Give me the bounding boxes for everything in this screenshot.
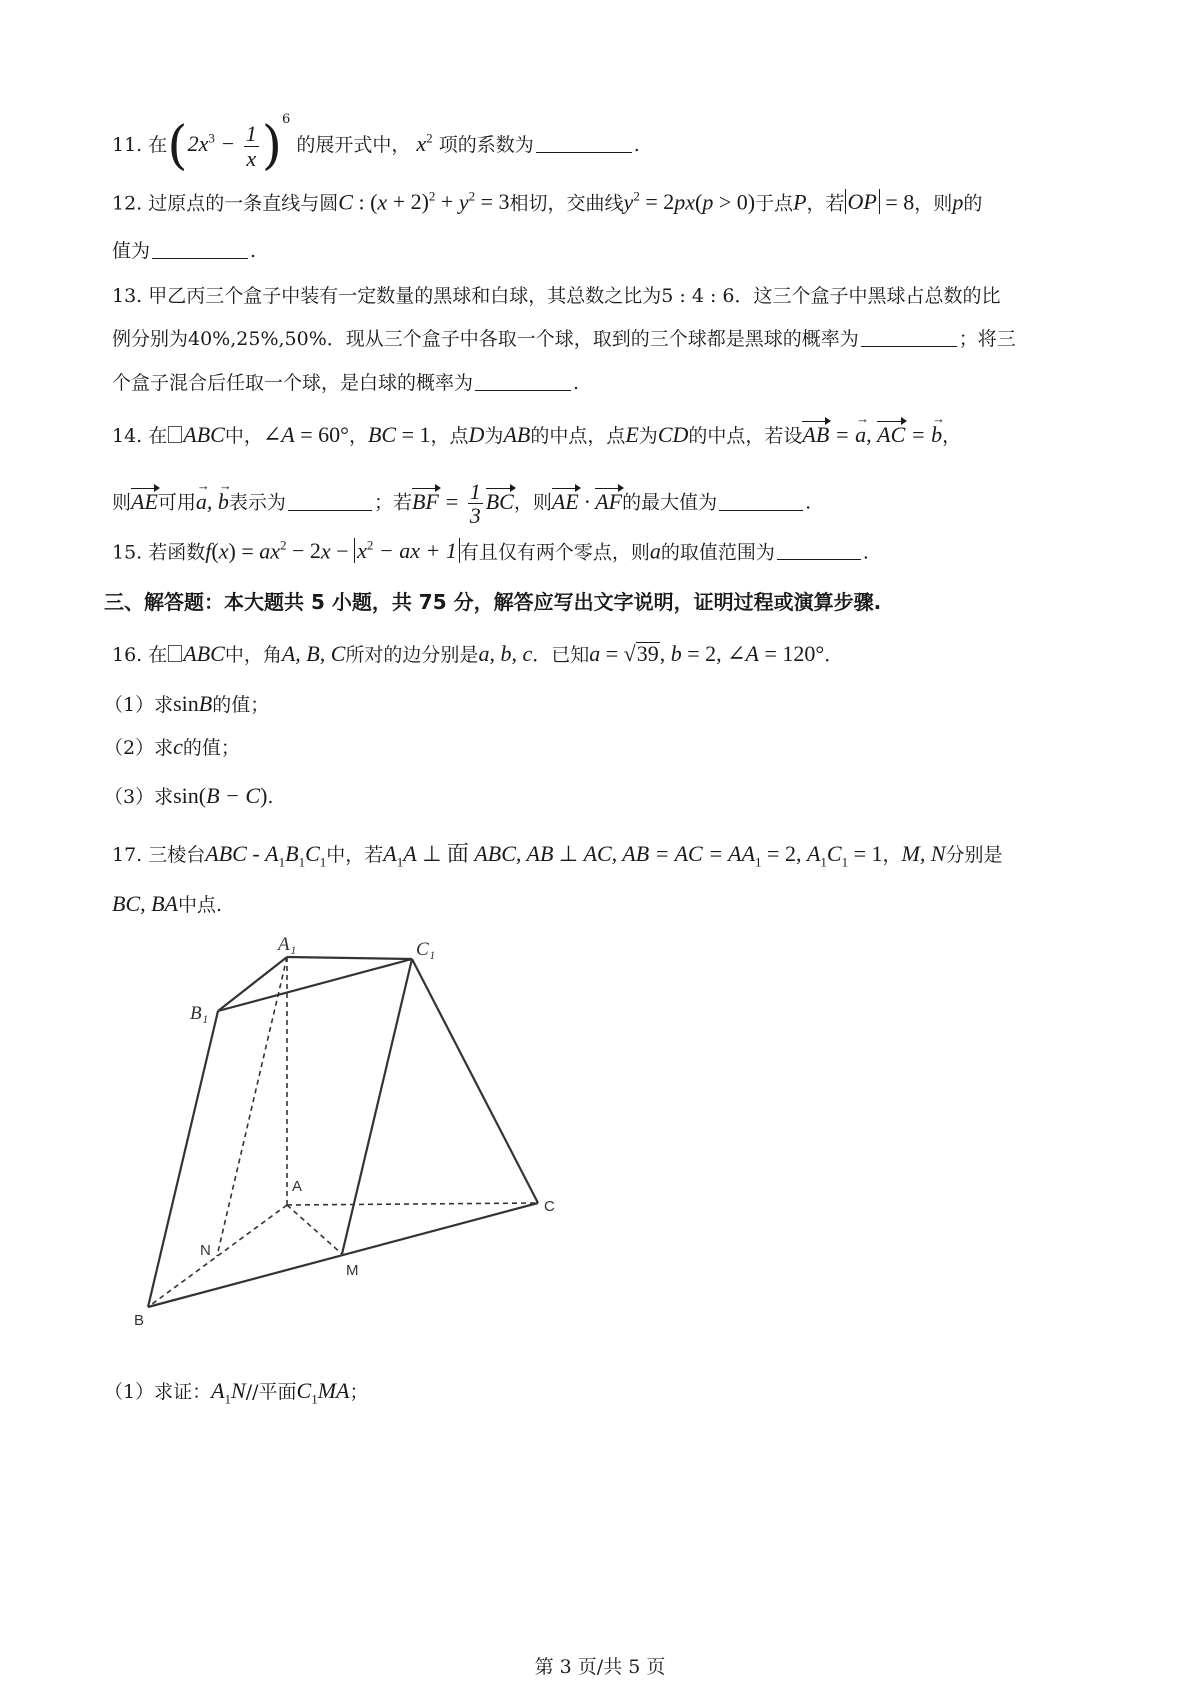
q14-line-2f: 的最大值为 <box>622 491 718 514</box>
question-14: 14. 在 ABC中，∠A = 60°，BC = 1，点D为AB的中点，点E为CD的中点，若设AB = → a, AC = → b， <box>112 424 961 446</box>
edge-am-hidden <box>287 1205 342 1254</box>
label-b: B <box>134 1312 145 1329</box>
q16-part-1-end: 的值； <box>212 694 270 716</box>
q13-line-2-end: ；将三 <box>958 328 1016 350</box>
q16-part-1-label: （1）求 <box>104 694 174 716</box>
q14-blank-2 <box>719 509 803 511</box>
q14-line-2e: ，则 <box>513 491 552 514</box>
q13-line-1: 甲乙丙三个盒子中装有一定数量的黑球和白球，其总数之比为5 : 4 : 6．这三个盒子中黑球占总数的比 <box>148 285 1001 307</box>
q13-blank-2 <box>475 389 571 391</box>
q15-number: 15. <box>112 541 143 564</box>
frustum-figure <box>130 935 570 1335</box>
edge-a1c1 <box>287 957 412 959</box>
q11-number: 11. <box>112 134 143 156</box>
label-m: M <box>346 1262 359 1279</box>
edge-bb1 <box>148 1011 218 1307</box>
q16-part-3-label: （3）求 <box>104 786 174 808</box>
question-13 <box>112 287 1001 306</box>
question-16: 16. 在 ABC中，角A, B, C所对的边分别是a, b, c．已知a = √39, b = 2, ∠A = 120°． <box>112 641 844 666</box>
q14-text-3: ， <box>348 425 368 447</box>
label-c: C <box>544 1198 555 1215</box>
q16-number: 16. <box>112 644 143 666</box>
q17-text-2: 中，若 <box>326 844 384 866</box>
section-3-heading: 三、解答题：本大题共 5 小题，共 75 分，解答应写出文字说明，证明过程或演算步骤. <box>104 590 882 614</box>
q14-line-2c: 表示为 <box>228 491 286 514</box>
q14-text-2: 中， <box>224 425 263 447</box>
q14-text-5: 为 <box>484 425 504 447</box>
q13-period: . <box>573 372 580 394</box>
q12-text-6: 的 <box>963 192 983 215</box>
q13-line-2: 例分别为40%,25%,50%．现从三个盒子中各取一个球，取到的三个球都是黑球的概率为 <box>112 328 859 350</box>
q12-text-4: ，若 <box>806 192 845 215</box>
q14-line-2b: 可用 <box>157 491 196 514</box>
q12-answer-blank <box>152 257 248 259</box>
q11-answer-blank <box>536 151 632 153</box>
q15-text-3: 的取值范围为 <box>660 541 775 564</box>
question-13-line-2 <box>112 330 1016 349</box>
triangle-symbol-icon <box>168 426 182 443</box>
question-12-line-2 <box>112 242 256 261</box>
q12-text-3: 于点 <box>755 192 794 215</box>
label-a1: A₁ <box>278 935 297 955</box>
q14-text-7: 为 <box>638 425 658 447</box>
q16-part-2-label: （2）求 <box>104 737 174 759</box>
q17-text-3: ， <box>882 844 902 866</box>
edge-c1m <box>342 959 412 1254</box>
label-b1: B₁ <box>190 1003 209 1024</box>
q12-number: 12. <box>112 192 143 215</box>
q12-text-2: 相切，交曲线 <box>509 192 624 215</box>
q14-text-9: ， <box>942 425 962 447</box>
label-c1: C₁ <box>416 939 436 960</box>
q16-part-2-end: 的值； <box>182 737 240 759</box>
q14-number: 14. <box>112 425 143 447</box>
q12-text-5: ，则 <box>914 192 953 215</box>
question-15: 15. 若函数$f(x) = ax^2 - 2x - x^2$ − ax + 1 有且仅有两个零点，则a的取值范围为 . <box>112 538 869 564</box>
label-n: N <box>200 1242 211 1259</box>
label-a: A <box>292 1178 303 1195</box>
question-17-line-2: BC, BA中点. <box>112 891 223 916</box>
q14-text-8: 的中点，若设 <box>688 425 803 447</box>
q17-number: 17. <box>112 844 143 866</box>
q16-text-4: ．已知 <box>532 644 590 666</box>
q16-text-3: 所对的边分别是 <box>345 644 479 666</box>
page-footer: 第 3 页/共 5 页 <box>534 1656 666 1678</box>
q17-part-1-label: （1）求证： <box>104 1381 212 1403</box>
edge-ac-hidden <box>287 1203 538 1205</box>
q16-text-2: 中，角 <box>224 644 282 666</box>
q17-line-2-end: 中点. <box>178 894 223 916</box>
q12-text-7: 值为 <box>112 240 151 262</box>
q17-part-1-end: ； <box>349 1381 369 1403</box>
q12-period: . <box>250 240 257 262</box>
q13-blank-1 <box>861 345 957 347</box>
q16-part-3-end: . <box>267 786 274 808</box>
q16-part-1: （1）求sinB的值； <box>104 691 270 716</box>
q14-text-1: 在 <box>148 425 168 447</box>
question-13-line-3 <box>112 374 579 393</box>
q11-text-2: 的展开式中， <box>296 134 411 156</box>
q14-fraction: $\frac{1}{3}$ <box>469 479 481 529</box>
q17-text-1: 三棱台 <box>148 844 206 866</box>
triangle-symbol-icon <box>168 645 182 662</box>
q13-number: 13. <box>112 285 143 307</box>
question-11: 11. 在($2x^3$ − $\frac{1}{x}$ )$^6$ 的展开式中， $x^2$ 项的系数为 . <box>112 112 640 176</box>
q14-line-2a: 则 <box>112 491 132 514</box>
q11-text-3: 项的系数为 <box>438 134 534 156</box>
q11-fraction: $\frac{1}{x}$ <box>245 121 257 171</box>
q11-text-1: 在 <box>148 134 168 156</box>
q14-text-4: ，点 <box>430 425 469 447</box>
q16-text-1: 在 <box>148 644 168 666</box>
edge-b1c1 <box>218 959 412 1011</box>
q16-part-3: （3）求sin(B − C). <box>104 783 274 808</box>
question-14-line-2: 则AE可用→ a, → b表示为 ；若BF = $\frac{1}{3}$ BC，则AE · AF的最大值为 . <box>112 480 811 527</box>
q16-part-2: （2）求c的值； <box>104 734 240 759</box>
question-12: 12. 过原点的一条直线与圆C : $(x + 2)^2 + y^2 = 3$相切，交曲线$y^2 = 2px(p > 0)$于点P，若 OP = 8，则p的 <box>112 189 983 215</box>
q12-text-1: 过原点的一条直线与圆 <box>148 192 339 215</box>
q17-text-4: 分别是 <box>945 844 1003 866</box>
q14-line-2d: ；若 <box>373 491 412 514</box>
question-17: 17. 三棱台ABC - $A_1B_1C_1$中，若$A_1A$ ⊥ 面 ABC, AB ⊥ AC, AB = AC = $AA_1 = 2$, $A_1C_1 = 1$，M, N分别是 <box>112 841 1003 870</box>
q14-period: . <box>805 491 812 514</box>
q15-text-2: 有且仅有两个零点，则 <box>459 541 650 564</box>
q17-part-1: （1）求证：$A_1N//$平面$C_1MA$； <box>104 1378 369 1407</box>
q14-text-6: 的中点，点 <box>530 425 626 447</box>
q15-text-1: 若函数 <box>148 541 206 564</box>
q13-line-3: 个盒子混合后任取一个球，是白球的概率为 <box>112 372 474 394</box>
q16-text-5: ． <box>824 644 844 666</box>
q15-answer-blank <box>777 558 861 560</box>
q15-period: . <box>862 541 869 564</box>
edge-cc1 <box>412 959 538 1203</box>
q11-period: . <box>633 134 640 156</box>
q14-blank-1 <box>288 509 372 511</box>
q17-part-1-text: //平面 <box>245 1381 297 1403</box>
